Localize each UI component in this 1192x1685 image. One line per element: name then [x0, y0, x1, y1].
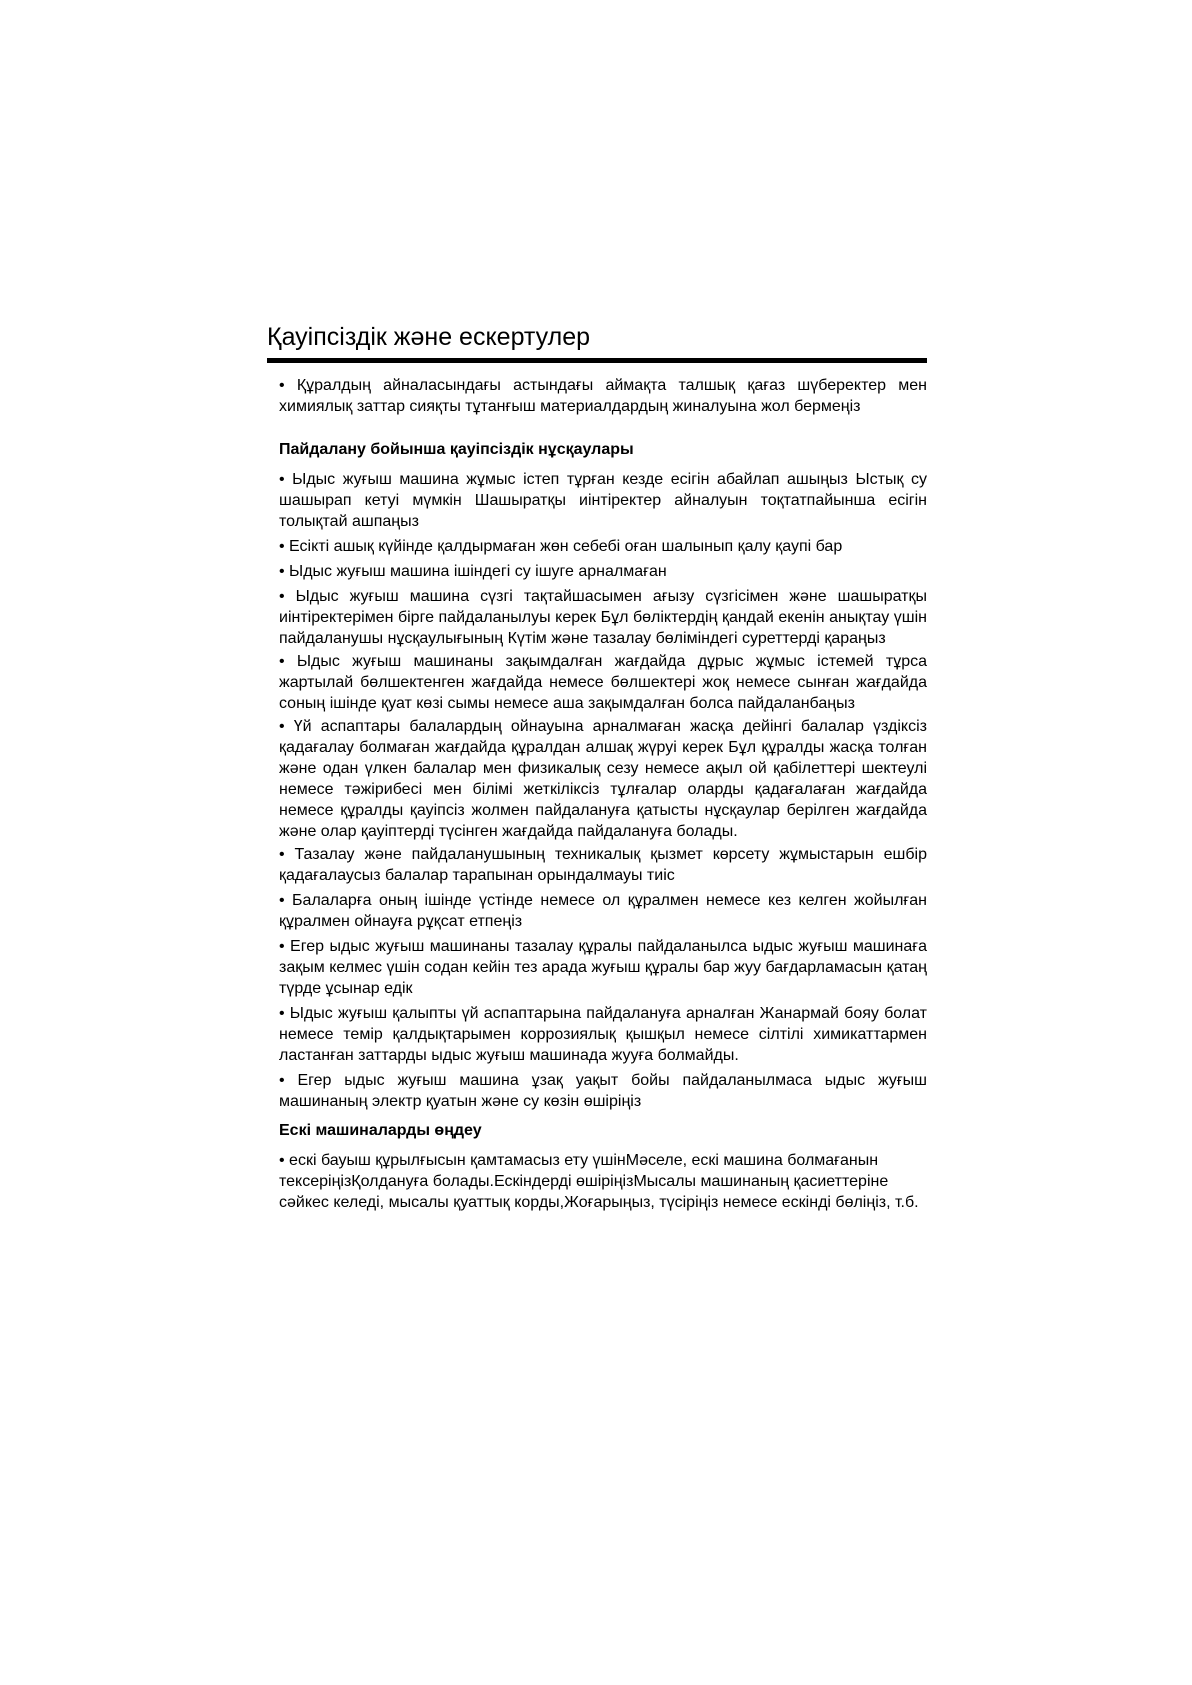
safety-item-6: • Үй аспаптары балалардың ойнауына арналмаған жасқа дейінгі балалар үздіксіз қадағалау болмаған жағдайда құралдан алшақ жүруі керек Бұл құралды жасқа толған және одан үлкен балалар мен физикалық сезу немесе ақыл ой қабілеттері шектеулі немесе тәжірибесі мен білімі жеткіліксіз тұлғалар оларды қадағалаған жағдайда немесе құралды қауіпсіз жолмен пайдалануға қатысты нұсқаулар берілген жағдайда және олар қауіптерді түсінген жағдайда пайдалануға болады.	[279, 718, 927, 840]
intro-paragraph: • Құралдың айналасындағы астындағы аймақта талшық қағаз шүберектер мен химиялық заттар сияқты тұтанғыш материалдардың жиналуына жол бермеңіз	[279, 377, 927, 415]
safety-item-1: • Ыдыс жуғыш машина жұмыс істеп тұрған кезде есігін абайлап ашыңыз Ыстық су шашырап кетуі мүмкін Шашыратқы иінтіректер айналуын тоқтатпайынша есігін толықтай ашпаңыз	[279, 471, 927, 530]
safety-item-7: • Тазалау және пайдаланушының техникалық қызмет көрсету жұмыстарын ешбір қадағалаусыз балалар тарапынан орындалмауы тиіс	[279, 846, 927, 884]
safety-item-4: • Ыдыс жуғыш машина сүзгі тақтайшасымен ағызу сүзгісімен және шашыратқы иінтіректерімен бірге пайдаланылуы керек Бұл бөліктердің қандай екенін анықтау үшін пайдаланушы нұсқаулығының Күтім және тазалау бөліміндегі суреттерді қараңыз	[279, 588, 927, 647]
safety-item-5: • Ыдыс жуғыш машинаны зақымдалған жағдайда дұрыс жұмыс істемей тұрса жартылай бөлшектенген жағдайда немесе бөлшектері жоқ немесе сынған жағдайда соның ішінде қуат көзі сымы немесе аша зақымдалған болса пайдаланбаңыз	[279, 653, 927, 712]
document-page	[267, 322, 927, 1217]
page-title: Қауіпсіздік және ескертулер	[267, 322, 927, 363]
safety-item-11: • Егер ыдыс жуғыш машина ұзақ уақыт бойы пайдаланылмаса ыдыс жуғыш машинаның электр қуатын және су көзін өшіріңіз	[279, 1072, 927, 1110]
section-heading-safety-instructions: Пайдалану бойынша қауіпсіздік нұсқаулары	[279, 441, 634, 458]
document-body	[267, 363, 927, 1213]
safety-item-2: • Есікті ашық күйінде қалдырмаған жөн себебі оған шалынып қалу қаупі бар	[279, 538, 843, 555]
section-heading-old-machines: Ескі машиналарды өңдеу	[279, 1122, 482, 1139]
safety-item-9: • Егер ыдыс жуғыш машинаны тазалау құралы пайдаланылса ыдыс жуғыш машинаға зақым келмес үшін содан кейін тез арада жуғыш құралы бар жуу бағдарламасын қатаң түрде ұсынар едік	[279, 938, 927, 997]
safety-item-10: • Ыдыс жуғыш қалыпты үй аспаптарына пайдалануға арналған Жанармай бояу болат немесе темір қалдықтарымен коррозиялық қышқыл немесе сілтілі химикаттармен ластанған заттарды ыдыс жуғыш машинада жууға болмайды.	[279, 1005, 927, 1064]
safety-item-3: • Ыдыс жуғыш машина ішіндегі су ішуге арналмаған	[279, 563, 667, 580]
old-machines-paragraph: • ескі бауыш құрылғысын қамтамасыз ету үшінМәселе, ескі машина болмағанын тексеріңізҚолдануға болады.Ескіндерді өшіріңізМысалы машинаның қасиеттеріне сәйкес келеді, мысалы қуаттық корды,Жоғарыңыз, түсіріңіз немесе ескінді бөліңіз, т.б.	[279, 1152, 919, 1211]
safety-item-8: • Балаларға оның ішінде үстінде немесе ол құралмен немесе кез келген жойылған құралмен ойнауға рұқсат етпеңіз	[279, 892, 927, 930]
